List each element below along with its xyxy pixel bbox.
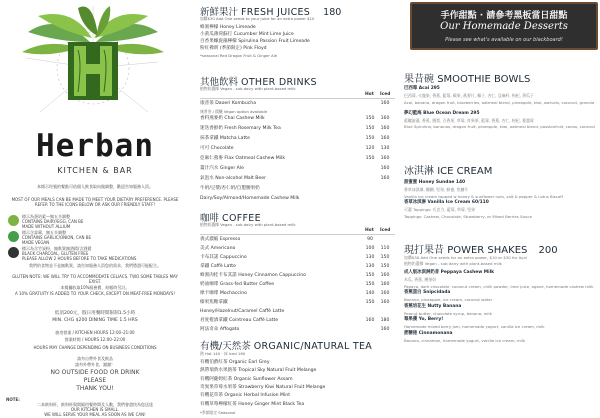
note-en-2: WE WILL SERVE YOUR MEAL AS SOON AS WE CAN! — [44, 412, 146, 417]
section-title-smoothie — [404, 70, 530, 85]
opening-hours: 營業時間 / HOURS 12:00–22:00 — [64, 337, 126, 342]
menu-row — [200, 185, 395, 192]
item-name: Dairy/Soy/Almond/Homemade Cashew Milk — [200, 196, 300, 201]
min-charge: 低消200元，假日用餐時間限制1.5小時 — [54, 311, 136, 316]
item-price-hot: 150 — [365, 273, 375, 278]
diet-en2: MADE VEGAN — [22, 240, 50, 245]
menu-row — [200, 100, 395, 107]
menu-row — [200, 45, 395, 52]
item-title: 香草冰淇淋 Vanilla Ice Cream 60/110 — [404, 200, 489, 205]
menu-row — [200, 376, 395, 383]
item-price-hot: 160 — [365, 318, 375, 323]
policy-zh: 請勿自帶外食及飲品 — [77, 356, 113, 361]
item-price-iced: 150 — [380, 264, 390, 269]
item-price-hot: 150 — [365, 156, 375, 161]
item-price-hot: 100 — [365, 246, 375, 251]
item-desc: 可選 Toppings: 巧克力, 藍莓, 草莓, 堅果 — [404, 207, 476, 212]
item-name: 牛奶/豆漿/杏仁奶/自製腰果奶 — [200, 186, 260, 191]
item-name: 亞麻仁燕麥 Flax Oatmeal Cashew Milk — [200, 156, 285, 161]
menu-row — [200, 245, 395, 252]
item-price-iced: 150 — [380, 255, 390, 260]
item-price-iced: 180 — [380, 318, 390, 323]
item-price-iced: 160 — [380, 291, 390, 296]
iced-header: Iced — [380, 228, 391, 233]
menu-row — [200, 401, 395, 408]
menu-row — [200, 125, 395, 132]
gluten-zh: 我們的食物並不是無麩質，請告知服務人員您的需求，我們將盡可能配合。 — [29, 263, 161, 268]
hours-note: HOURS MAY CHANGE DEPENDING ON BUSINESS CONDITIONS — [33, 345, 157, 350]
item-title: 香蕉培花生 Nutty Banana — [404, 303, 462, 309]
item-name: 抹茶拿鐵 Matcha Latte — [200, 136, 250, 141]
menu-row — [200, 195, 395, 202]
title-en: ORGANIC/NATURAL TEA — [253, 341, 373, 352]
brand-subtitle: KITCHEN & BAR — [57, 166, 133, 175]
board-title-en: Our Homemade Desserts — [440, 21, 568, 32]
item-desc: Banana, cinnamon, homemade yogurt, vanilla ice cream, milk — [404, 337, 526, 343]
item-price-iced: 110 — [380, 246, 390, 251]
brand-name: Herban — [36, 128, 154, 164]
diet-zh: 標示含蒜葷，無五辛調整 — [22, 230, 66, 235]
item-name: 卡布其諾 Cappuccino — [200, 255, 247, 260]
item-price-iced: 160 — [380, 116, 390, 121]
menu-row — [200, 38, 395, 45]
section-title-tea — [200, 338, 372, 352]
diet-text — [22, 246, 182, 261]
title-zh: 咖啡 — [200, 213, 220, 224]
item-name: Honey/Hazelnut/Caramel Caffè Latte — [200, 309, 285, 314]
title-zh: 其他飲料 — [200, 77, 239, 88]
item-name: 摩卡咖啡 Mochaccino — [200, 291, 247, 296]
tea-sub: *季節限定 Seasonal — [200, 410, 236, 415]
title-en: ICE CREAM — [437, 166, 493, 177]
item-price-hot: 140 — [365, 291, 375, 296]
tip-en: A 10% GRATUITY IS ADDED TO YOUR CHECK, EXCEPT ON MEAT-FREE MONDAYS! — [14, 291, 176, 296]
item-price-iced: 160 — [380, 282, 390, 287]
menu-row — [200, 135, 395, 142]
leaf-logo-icon — [18, 2, 168, 130]
item-title: 香蕉蛋白 Snipcidada — [404, 290, 451, 295]
item-price-hot: 120 — [365, 146, 375, 151]
menu-row — [200, 308, 395, 315]
item-title: 莓果優 Yo, Berry! — [404, 317, 444, 322]
iced-header: Iced — [380, 92, 391, 97]
item-price-hot: 150 — [365, 300, 375, 305]
title-zh: 新鮮果汁 — [200, 7, 239, 18]
item-price-iced: 160 — [380, 101, 390, 106]
item-name: 有機花草茶 Organic Herbal Infusion Mint — [200, 393, 290, 399]
menu-row — [200, 115, 395, 122]
diet-en: CONTAINS GARLIC/ONION, CAN BE — [22, 235, 92, 240]
item-name: 奇異果草莓水果茶 Strawberry Kiwi Natural Fruit Melange — [200, 384, 326, 390]
shake-note: 加購$30 Add One seeds for an extra power, $10 or $30 for Açaí — [404, 255, 527, 260]
menu-row — [200, 254, 395, 261]
left-column — [0, 0, 190, 418]
menu-row — [200, 31, 395, 38]
menu-row — [200, 145, 395, 152]
menu-row — [200, 24, 395, 31]
item-name: 美式 Americano — [200, 246, 236, 251]
item-desc: Vanilla ice cream topped w honey & sunflower nuts, salt & pepper & Lotus Biscoff — [404, 193, 563, 199]
hot-header: Hot — [365, 228, 374, 233]
item-price-hot: 130 — [365, 264, 375, 269]
item-desc: Homemade mixed berry jam, homemade yogurt, vanilla ice cream, milk — [404, 324, 545, 329]
item-desc: Papaya, dark chocolate, coconut cream, chilli powder, lime juice, agave, homemade cashew milk — [404, 283, 594, 289]
item-price-iced: 160 — [380, 166, 390, 171]
item-desc: Banana, pineapple, ice cream, coconut water — [404, 297, 493, 302]
item-name: 奶油咖啡 Grass-fed Butter Coffee — [200, 282, 275, 287]
item-price-iced: 160 — [380, 273, 390, 278]
item-name: 阿法奇朵 Affogato — [200, 327, 240, 332]
item-desc: Toppings: Cashew, Chocolate, Strawberry, or Mixed Berries Sauce — [404, 213, 532, 219]
item-desc: 藍螺旋藻, 香蕉, 鳳梨, 百香果, 草莓, 奇異果, 藍莓, 香蕉, 杏仁, 枸杞, 蔓越莓 — [404, 117, 534, 123]
section-title-icecream — [404, 162, 492, 177]
item-price-iced: 160 — [380, 136, 390, 141]
title-en: SMOOTHIE BOWLS — [437, 74, 531, 85]
diet-en: CONTAINS DAIRY/EGG, CAN BE — [22, 219, 84, 224]
diet-en2: MADE WITHOUT ALLIUM — [22, 224, 71, 229]
menu-row — [200, 317, 395, 324]
item-name: 義式濃縮 Espresso — [200, 237, 241, 242]
item-desc: Blue Spirulina, bananas, dragon fruit, pineapple, kiwi, oatmeal blend, passionfruit, cacao, coconut — [404, 124, 596, 129]
menu-row — [200, 281, 395, 288]
item-price-iced: 130 — [380, 146, 390, 151]
middle-column — [200, 0, 395, 418]
item-title: 甜蜜蜜 Honey Sundae 140 — [404, 180, 466, 185]
item-desc: 香草冰淇淋, 楓糖, 堅果, 蜂蜜, 焦糖片 — [404, 187, 469, 192]
menu-row — [200, 290, 395, 297]
item-title: 成人版冰淇淋奶昔 Peppaya Cashew Milk — [404, 270, 495, 275]
vegan-icon — [8, 231, 19, 242]
board-subtitle: Please see what's available on our blackboard! — [445, 37, 563, 43]
item-price-iced: 160 — [380, 176, 390, 181]
item-title: 巴西莓 Acai 295 — [404, 86, 440, 91]
item-name: 君度橙酒拿鐵 Cointreau Caffè Latte — [200, 318, 279, 323]
menu-row — [200, 175, 395, 182]
item-name: 有機草莓檸檬紅茶 Honey Ginger Mint Black Tea — [200, 401, 305, 407]
divider — [200, 98, 395, 99]
item-price-hot: 130 — [365, 255, 375, 260]
diet-zh: 標示為蛋奶素—無五辛調整 — [22, 214, 70, 219]
item-name: 小黃瓜薄荷蘇打 Cucumber Mint Lime Juice — [200, 32, 294, 37]
coffee-note: 植物奶選擇 Vegan - sub dairy with plant-based milk — [200, 222, 296, 227]
title-zh: 有機/天然茶 — [200, 341, 251, 352]
board-title-zh: 手作甜點 · 請參考黑板當日甜點 — [440, 11, 568, 21]
item-price-hot: 150 — [365, 282, 375, 287]
diet-en2: PLEASE ALLOW 2 HOURS BEFORE TO TAKE MEDICATIONS — [22, 256, 137, 261]
right-column — [402, 0, 600, 418]
tip-zh: 本餐廳收取10%服務費，結帳時另計。 — [60, 285, 130, 290]
divider — [200, 234, 395, 235]
item-name: 有機伯爵紅茶 Organic Earl Grey — [200, 360, 270, 365]
item-name: 迷迭香鮮奶 Fresh Rosemary Milk Tea — [200, 126, 281, 131]
title-en: COFFEE — [222, 213, 261, 224]
title-zh: 冰淇淋 — [404, 166, 434, 177]
item-name: 蜂蜜肉桂卡布其諾 Honey Cinnamon Cappuccino — [200, 273, 306, 278]
menu-row — [200, 155, 395, 162]
menu-row — [200, 359, 395, 366]
menu-row — [200, 299, 395, 306]
juice-note: 加購$30 Add One seeds to your juice for an extra power $10 — [200, 16, 315, 21]
tea-note: 熱 Hot 140 · 冰 Iced 160 — [200, 351, 246, 356]
kitchen-hours: 廚房營業 / KITCHEN HOURS 12:00–21:00 — [55, 330, 135, 335]
diet-text — [22, 230, 182, 245]
item-sub: 康普茶 / 精釀 Vegan option available — [200, 109, 268, 114]
item-name: 薑汁汽水 Ginger Ale — [200, 166, 244, 171]
title-zh: 果昔碗 — [404, 74, 434, 85]
menu-row — [200, 384, 395, 391]
item-name: 氣泡水 Non-alcohol Malt Beer — [200, 176, 266, 181]
item-price-iced: 160 — [380, 126, 390, 131]
hot-header: Hot — [365, 92, 374, 97]
intro-zh: 本標示符號的餐點可依個人飲食取向做調整，歡迎告知服務人員。 — [37, 184, 153, 189]
menu-row — [200, 392, 395, 399]
item-name: 拿鐵 Caffè Latte — [200, 264, 236, 269]
title-zh: 現打果昔 — [404, 245, 444, 256]
juice-price: 180 — [323, 7, 342, 18]
item-name: 蜂蜜檸檬 Honey Limeade — [200, 25, 256, 30]
policy-en-2: PLEASE — [83, 377, 107, 384]
item-name: 可可 Chocolate — [200, 146, 234, 151]
leaf-icon — [8, 215, 19, 226]
item-price-hot: 150 — [365, 136, 375, 141]
intro-en: MOST OF OUR MEALS CAN BE MADE TO MEET YOUR DIETARY PREFERENCE. PLEASE REFER TO THE ICONS BELOW OR ASK OUR FRIENDLY STAFF! — [11, 197, 179, 208]
menu-row — [200, 367, 395, 374]
menu-row — [200, 165, 395, 172]
title-en: FRESH JUICES — [241, 7, 311, 18]
diet-text — [22, 214, 182, 229]
item-name: 有機阿薩姆紅茶 Organic Sunflower Assam — [200, 376, 293, 382]
item-price-iced: 160 — [380, 156, 390, 161]
note-zh: 二本飲料杯，飲料杯與間隔用餐時間及人數，我們會盡快為您送達 — [37, 402, 153, 407]
item-desc: 巴西莓, 火龍果, 香蕉, 藍莓, 蘋果, 燕麥片, 椰子, 杏仁, 亞麻籽, 枸杞, 葵瓜子 — [404, 93, 534, 98]
shake-note-2: 植物奶選擇 Vegan - sub dairy with plant-based milk — [404, 261, 502, 266]
title-en: POWER SHAKES — [447, 245, 528, 256]
item-desc: Peanut butter, chocolate syrup, banana, milk — [404, 310, 492, 316]
menu-row — [200, 236, 395, 243]
diet-zh: 標示為含竹炭粉，無麩質無酒精/含酒精 — [22, 246, 92, 251]
diet-en: BLACK CHARCOAL, GLUTEN FREE — [22, 251, 89, 256]
item-desc: Acai, banana, dragon fruit, blueberries, oatmeal blend, pineapple, kiwi, walnuts, coconut, granola — [404, 99, 595, 105]
note-label: NOTE: — [6, 397, 20, 402]
section-title-shakes — [404, 241, 558, 256]
min-charge-en: MIN. CHG $200 DINING TIME 1.5 HRS — [52, 318, 138, 323]
item-price-iced: 160 — [380, 300, 390, 305]
item-title: 蔗糖捲 Cinnamonana — [404, 330, 453, 336]
chalkboard-banner — [410, 2, 598, 50]
menu-row — [200, 272, 395, 279]
shake-price: 200 — [538, 245, 558, 256]
title-en: OTHER DRINKS — [241, 77, 317, 88]
item-name: 榛果焦糖拿鐵 — [200, 300, 228, 305]
juice-sub: *seasonal Red Dragon Fruit & Ginger Ale — [200, 53, 278, 58]
item-name: 香料燕麥奶 Chai Cashew Milk — [200, 116, 265, 121]
item-name: 百香果螺旋藻檸檬 Spirulina Passion Fruit Limeade — [200, 39, 310, 44]
menu-row — [200, 263, 395, 270]
menu-row — [200, 326, 395, 333]
item-name: 粉紅佛朗 (季節限定) Pink Floyd — [200, 46, 267, 51]
item-price-hot: 90 — [367, 237, 373, 242]
charcoal-icon — [8, 247, 19, 258]
item-desc: 木瓜, 香蕉, 腰果奶 — [404, 277, 437, 282]
note-en: OUR KITCHEN IS SMALL. — [70, 407, 120, 412]
diet-row-charcoal — [8, 245, 184, 263]
gluten-en: GLUTEN NOTE: WE WILL TRY TO ACCOMMODATE CELIACS. TWO SOME TABLES MAY EXIST. — [12, 274, 178, 285]
item-price-iced: 160 — [380, 327, 390, 332]
item-name: 康普茶 Daoeri Kombucha — [200, 101, 257, 106]
item-price-hot: 150 — [365, 126, 375, 131]
item-name: 熱帶瑞典水果熱茶 Tropical Sky Natural Fruit Melange — [200, 368, 317, 374]
other-note: 植物奶選擇 Vegan - sub dairy with plant-based milk — [200, 86, 296, 91]
item-price-hot: 150 — [365, 116, 375, 121]
thank-you: THANK YOU! — [76, 385, 114, 392]
item-title: 夢幻藍海 Blue Ocean Dream 295 — [404, 110, 480, 116]
policy-zh-2: 請勿外帶外食，謝謝！ — [75, 362, 115, 367]
policy-en: NO OUTSIDE FOOD OR DRINK — [50, 369, 140, 376]
